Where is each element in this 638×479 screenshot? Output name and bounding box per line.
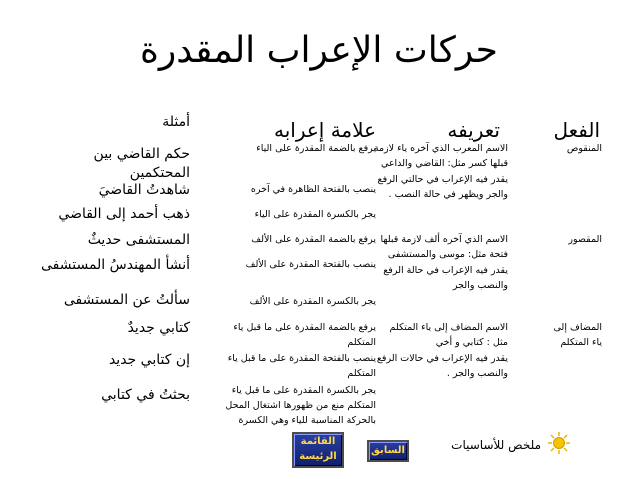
main-menu-button[interactable]	[292, 432, 344, 468]
example-1b: المحتكمين	[129, 165, 190, 181]
marker-mudaf-jarr-1: يجر بالكسرة المقدرة على ما قبل ياء	[231, 385, 376, 396]
header-definition: تعريفه	[447, 118, 500, 142]
example-6: سألتُ عن المستشفى	[63, 292, 190, 308]
marker-mudaf-jarr-3: بالحركة المناسبة للياء وهي الكسرة	[238, 415, 376, 426]
def-mudaf-4: والنصب والجر .	[446, 368, 508, 379]
marker-mudaf-raf-2: المتكلم	[347, 337, 376, 348]
sun-icon[interactable]	[548, 432, 570, 454]
header-marker: علامة إعرابه	[273, 118, 376, 142]
marker-manqus-raf: يرفع بالضمة المقدرة على الياء	[256, 143, 376, 154]
main-menu-label-2: الرئيسة	[299, 451, 337, 462]
def-manqus-4: والجر ويظهر في حالة النصب .	[388, 189, 508, 200]
marker-maqsur-nasb: ينصب بالفتحة المقدرة على الألف	[245, 259, 376, 270]
marker-mudaf-nasb-1: ينصب بالفتحة المقدرة على ما قبل ياء	[227, 353, 376, 364]
page-title: حركات الإعراب المقدرة	[140, 30, 498, 71]
example-3: ذهب أحمد إلى القاضي	[58, 206, 190, 222]
def-mudaf-2: مثل : كتابي و أخي	[435, 337, 508, 348]
marker-mudaf-jarr-2: المتكلم منع من ظهورها اشتغال المحل	[225, 400, 376, 411]
example-1a: حكم القاضي بين	[93, 146, 190, 162]
marker-maqsur-raf: يرفع بالضمة المقدرة على الألف	[251, 234, 376, 245]
def-maqsur-3: يقدر فيه الإعراب في حالة الرفع	[383, 265, 508, 276]
example-9: بحثتُ في كتابي	[101, 387, 190, 403]
def-maqsur-2: فتحة مثل: موسى والمستشفى	[387, 249, 508, 260]
example-4: المستشفى حديثٌ	[87, 232, 190, 248]
def-manqus-3: يقدر فيه الإعراب في حالتي الرفع	[377, 174, 508, 185]
marker-manqus-jarr: يجر بالكسرة المقدرة على الياء	[254, 209, 376, 220]
def-manqus-2: قبلها كسر مثل: القاضي والداعي	[380, 158, 508, 169]
header-verb: الفعل	[553, 118, 600, 142]
def-maqsur-1: الاسم الذي آخره ألف لازمة قبلها	[380, 234, 508, 245]
previous-button[interactable]: السابق	[367, 440, 409, 462]
marker-mudaf-nasb-2: المتكلم	[347, 368, 376, 379]
def-mudaf-3: يقدر فيه الإعراب في حالات الرفع	[376, 353, 508, 364]
marker-manqus-nasb: ينصب بالفتحة الظاهرة في آخره	[250, 184, 376, 195]
verb-mudaf-2: ياء المتكلم	[560, 337, 602, 348]
summary-link[interactable]: ملخص للأساسيات	[451, 438, 541, 452]
marker-maqsur-jarr: يجر بالكسرة المقدرة على الألف	[249, 296, 376, 307]
example-7: كتابي جديدٌ	[127, 320, 190, 336]
def-maqsur-4: والنصب والجر	[452, 280, 508, 291]
verb-mudaf-1: المضاف إلى	[553, 322, 602, 333]
def-mudaf-1: الاسم المضاف إلى ياء المتكلم	[389, 322, 508, 333]
example-8: إن كتابي جديد	[108, 352, 190, 368]
main-menu-label-1: القائمة	[300, 436, 336, 447]
def-manqus-1: الاسم المعرب الذي آخره ياء لازمة	[373, 143, 508, 154]
example-2: شاهدتُ القاضيَ	[98, 182, 190, 198]
marker-mudaf-raf-1: يرفع بالضمة المقدرة على ما قبل ياء	[233, 322, 376, 333]
verb-manqus: المنقوص	[566, 143, 602, 154]
header-examples: أمثلة	[162, 114, 190, 130]
verb-maqsur: المقصور	[568, 234, 602, 245]
example-5: أنشأ المهندسُ المستشفى	[40, 257, 190, 273]
